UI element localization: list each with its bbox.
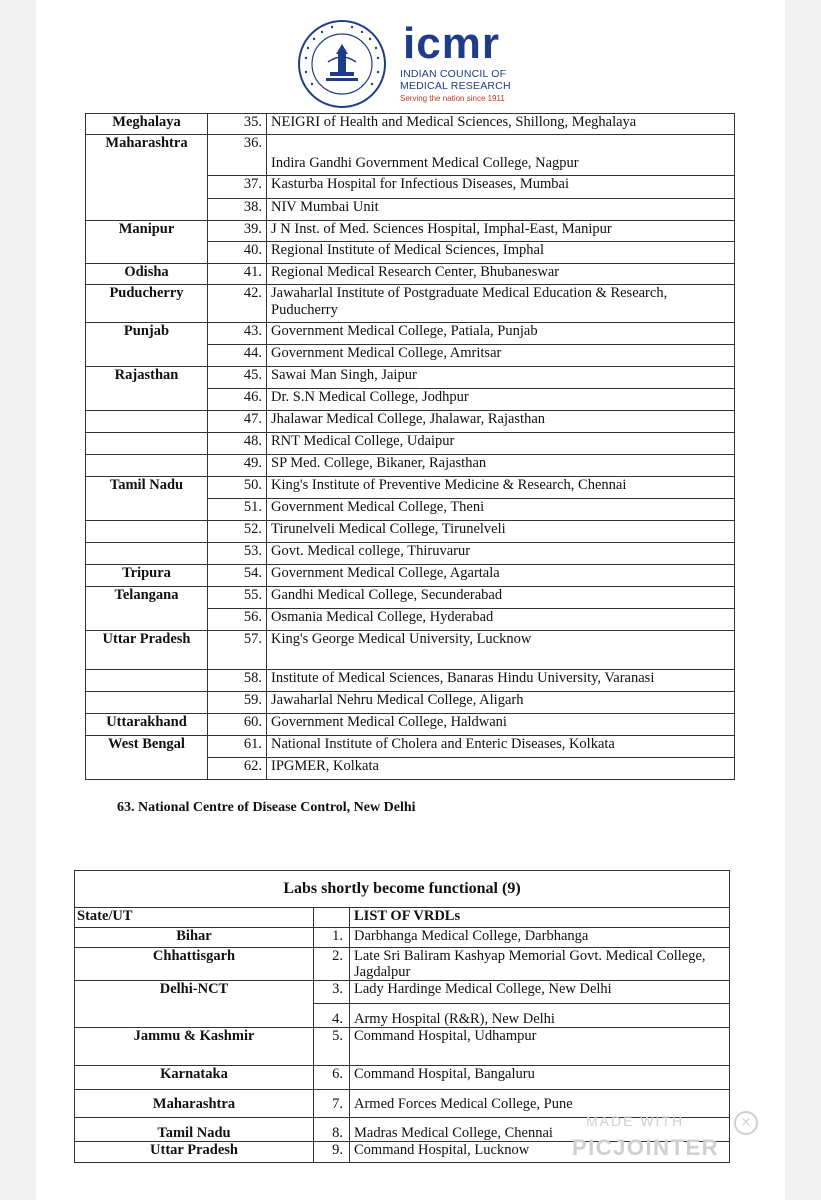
table-row [86,389,735,411]
serial-cell: 8. [314,1118,350,1142]
table-header-row [75,908,730,928]
lab-name-cell: Institute of Medical Sciences, Banaras Hindu University, Varanasi [267,670,735,692]
state-cell: Tamil Nadu [75,1118,314,1142]
picjointer-watermark [546,1111,752,1165]
right-margin [785,0,821,1200]
table-row [75,981,730,1004]
lab-name-cell: NEIGRI of Health and Medical Sciences, Shillong, Meghalaya [267,114,735,135]
lab-name-cell: Regional Medical Research Center, Bhubaneswar [267,264,735,285]
lab-name-cell: Lady Hardinge Medical College, New Delhi [350,981,730,1004]
table-row [75,928,730,948]
table-row [86,242,735,264]
watermark-made-with: MADE WITH [586,1113,685,1129]
lab-name-cell: King's Institute of Preventive Medicine & Research, Chennai [267,477,735,499]
lab-name-cell: Darbhanga Medical College, Darbhanga [350,928,730,948]
table-row [86,221,735,242]
serial-cell: 62. [208,758,267,780]
serial-cell: 59. [208,692,267,714]
lab-name-cell: Late Sri Baliram Kashyap Memorial Govt. Medical College, Jagdalpur [350,948,730,981]
icmr-brand [400,20,600,105]
state-cell [86,199,208,221]
state-cell: Uttarakhand [86,714,208,736]
state-cell: Jammu & Kashmir [75,1028,314,1066]
table-row [86,199,735,221]
state-cell [86,455,208,477]
state-cell: Bihar [75,928,314,948]
lab-name-cell: Command Hospital, Udhampur [350,1028,730,1066]
state-cell: Puducherry [86,285,208,323]
lab-name-cell: Regional Institute of Medical Sciences, Imphal [267,242,735,264]
state-cell: Uttar Pradesh [75,1142,314,1163]
brand-tagline: Serving the nation since 1911 [400,94,505,103]
vrdl-labs-table [85,113,735,780]
lab-name-cell: National Institute of Cholera and Enteric Diseases, Kolkata [267,736,735,758]
lab-name-cell: Government Medical College, Haldwani [267,714,735,736]
serial-cell: 61. [208,736,267,758]
footnote-ncdc: 63. National Centre of Disease Control, New Delhi [117,800,416,815]
serial-cell: 35. [208,114,267,135]
lab-name-cell: Govt. Medical college, Thiruvarur [267,543,735,565]
serial-cell: 51. [208,499,267,521]
lab-name-cell: Armed Forces Medical College, Pune [350,1090,730,1118]
serial-cell: 57. [208,631,267,670]
left-margin [0,0,36,1200]
table-row [86,135,735,176]
serial-cell: 39. [208,221,267,242]
serial-cell: 7. [314,1090,350,1118]
column-header-serial [314,908,350,928]
table-row [86,176,735,199]
table-title-row [75,871,730,908]
state-cell: Punjab [86,323,208,345]
table-title: Labs shortly become functional (9) [75,871,730,908]
serial-cell: 56. [208,609,267,631]
state-cell [86,389,208,411]
table-row [86,345,735,367]
serial-cell: 49. [208,455,267,477]
table-row [86,114,735,135]
state-cell: Odisha [86,264,208,285]
state-cell [86,521,208,543]
serial-cell: 55. [208,587,267,609]
lab-name-cell: Sawai Man Singh, Jaipur [267,367,735,389]
serial-cell: 53. [208,543,267,565]
lab-name-cell: SP Med. College, Bikaner, Rajasthan [267,455,735,477]
lab-name-cell: Jawaharlal Nehru Medical College, Aligarh [267,692,735,714]
table-row [86,367,735,389]
table-row [86,631,735,670]
lab-name-cell [350,1004,730,1028]
serial-cell: 2. [314,948,350,981]
state-cell: Delhi-NCT [75,981,314,1004]
lab-name-cell: Gandhi Medical College, Secunderabad [267,587,735,609]
serial-cell: 46. [208,389,267,411]
table-row [86,285,735,323]
serial-cell: 54. [208,565,267,587]
table-row [86,499,735,521]
table-row [86,477,735,499]
table-row [86,543,735,565]
lab-name-cell: NIV Mumbai Unit [267,199,735,221]
state-cell [86,609,208,631]
lab-name-cell: Jhalawar Medical College, Jhalawar, Rajasthan [267,411,735,433]
state-cell: Tamil Nadu [86,477,208,499]
table-row [86,670,735,692]
serial-cell: 41. [208,264,267,285]
table-row [86,433,735,455]
state-cell: Maharashtra [86,135,208,176]
state-cell [86,433,208,455]
icmr-seal-logo [292,18,392,110]
serial-number: 4. [332,1011,343,1027]
lab-name-cell: Madras Medical College, Chennai [350,1118,730,1142]
table-row [86,521,735,543]
brand-line-2: MEDICAL RESEARCH [400,80,511,92]
lab-name-cell: Command Hospital, Lucknow [350,1142,730,1163]
state-cell [86,499,208,521]
serial-cell [314,1004,350,1028]
state-cell [86,758,208,780]
column-header-state: State/UT [75,908,314,928]
state-cell [86,670,208,692]
serial-cell: 47. [208,411,267,433]
lab-name-cell: Jawaharlal Institute of Postgraduate Medical Education & Research, Puducherry [267,285,735,323]
table-row [86,323,735,345]
table-row [75,1066,730,1090]
serial-cell: 5. [314,1028,350,1066]
table-row [86,692,735,714]
state-cell [75,1004,314,1028]
serial-cell: 36. [208,135,267,176]
icmr-wordmark: icmr [403,19,500,68]
lab-name-cell: IPGMER, Kolkata [267,758,735,780]
close-icon[interactable]: × [734,1111,758,1135]
serial-cell: 1. [314,928,350,948]
serial-cell: 48. [208,433,267,455]
table-row [86,264,735,285]
lab-name-cell: Tirunelveli Medical College, Tirunelveli [267,521,735,543]
lab-name-cell [267,135,735,176]
lab-name-cell: Government Medical College, Amritsar [267,345,735,367]
state-cell: Meghalaya [86,114,208,135]
serial-cell: 42. [208,285,267,323]
table-row [86,587,735,609]
state-cell: Rajasthan [86,367,208,389]
serial-cell: 44. [208,345,267,367]
lab-name: Army Hospital (R&R), New Delhi [354,1011,555,1027]
lab-name-cell: King's George Medical University, Lucknow [267,631,735,670]
serial-cell: 3. [314,981,350,1004]
state-cell [86,411,208,433]
serial-cell: 43. [208,323,267,345]
state-cell [86,176,208,199]
lab-name-cell: Dr. S.N Medical College, Jodhpur [267,389,735,411]
state-cell [86,543,208,565]
lab-name-cell: Osmania Medical College, Hyderabad [267,609,735,631]
serial-cell: 6. [314,1066,350,1090]
lab-name-cell: Government Medical College, Theni [267,499,735,521]
serial-cell: 38. [208,199,267,221]
table-row [86,455,735,477]
serial-cell: 52. [208,521,267,543]
state-cell: Maharashtra [75,1090,314,1118]
table-row [86,609,735,631]
lab-name-cell: Government Medical College, Agartala [267,565,735,587]
table-row [86,411,735,433]
column-header-list: LIST OF VRDLs [350,908,730,928]
table-row [86,714,735,736]
serial-cell: 9. [314,1142,350,1163]
serial-cell: 40. [208,242,267,264]
state-cell: West Bengal [86,736,208,758]
serial-cell: 45. [208,367,267,389]
table-row [86,758,735,780]
lab-name-cell: Government Medical College, Patiala, Punjab [267,323,735,345]
lab-name: Indira Gandhi Government Medical College, Nagpur [271,155,579,171]
watermark-app-name: PICJOINTER [572,1135,720,1160]
serial-cell: 60. [208,714,267,736]
brand-line-1: INDIAN COUNCIL OF [400,68,507,80]
table-row [75,1028,730,1066]
state-cell: Manipur [86,221,208,242]
serial-cell: 37. [208,176,267,199]
state-cell [86,692,208,714]
serial-cell: 50. [208,477,267,499]
lab-name-cell: J N Inst. of Med. Sciences Hospital, Imphal-East, Manipur [267,221,735,242]
lab-name-cell: Kasturba Hospital for Infectious Diseases, Mumbai [267,176,735,199]
table-row [75,948,730,981]
table-row [86,736,735,758]
state-cell: Tripura [86,565,208,587]
lab-name-cell: RNT Medical College, Udaipur [267,433,735,455]
table-row [86,565,735,587]
state-cell [86,345,208,367]
table-row [75,1004,730,1028]
state-cell: Chhattisgarh [75,948,314,981]
state-cell [86,242,208,264]
state-cell: Karnataka [75,1066,314,1090]
serial-cell: 58. [208,670,267,692]
state-cell: Telangana [86,587,208,609]
lab-name-cell: Command Hospital, Bangaluru [350,1066,730,1090]
state-cell: Uttar Pradesh [86,631,208,670]
